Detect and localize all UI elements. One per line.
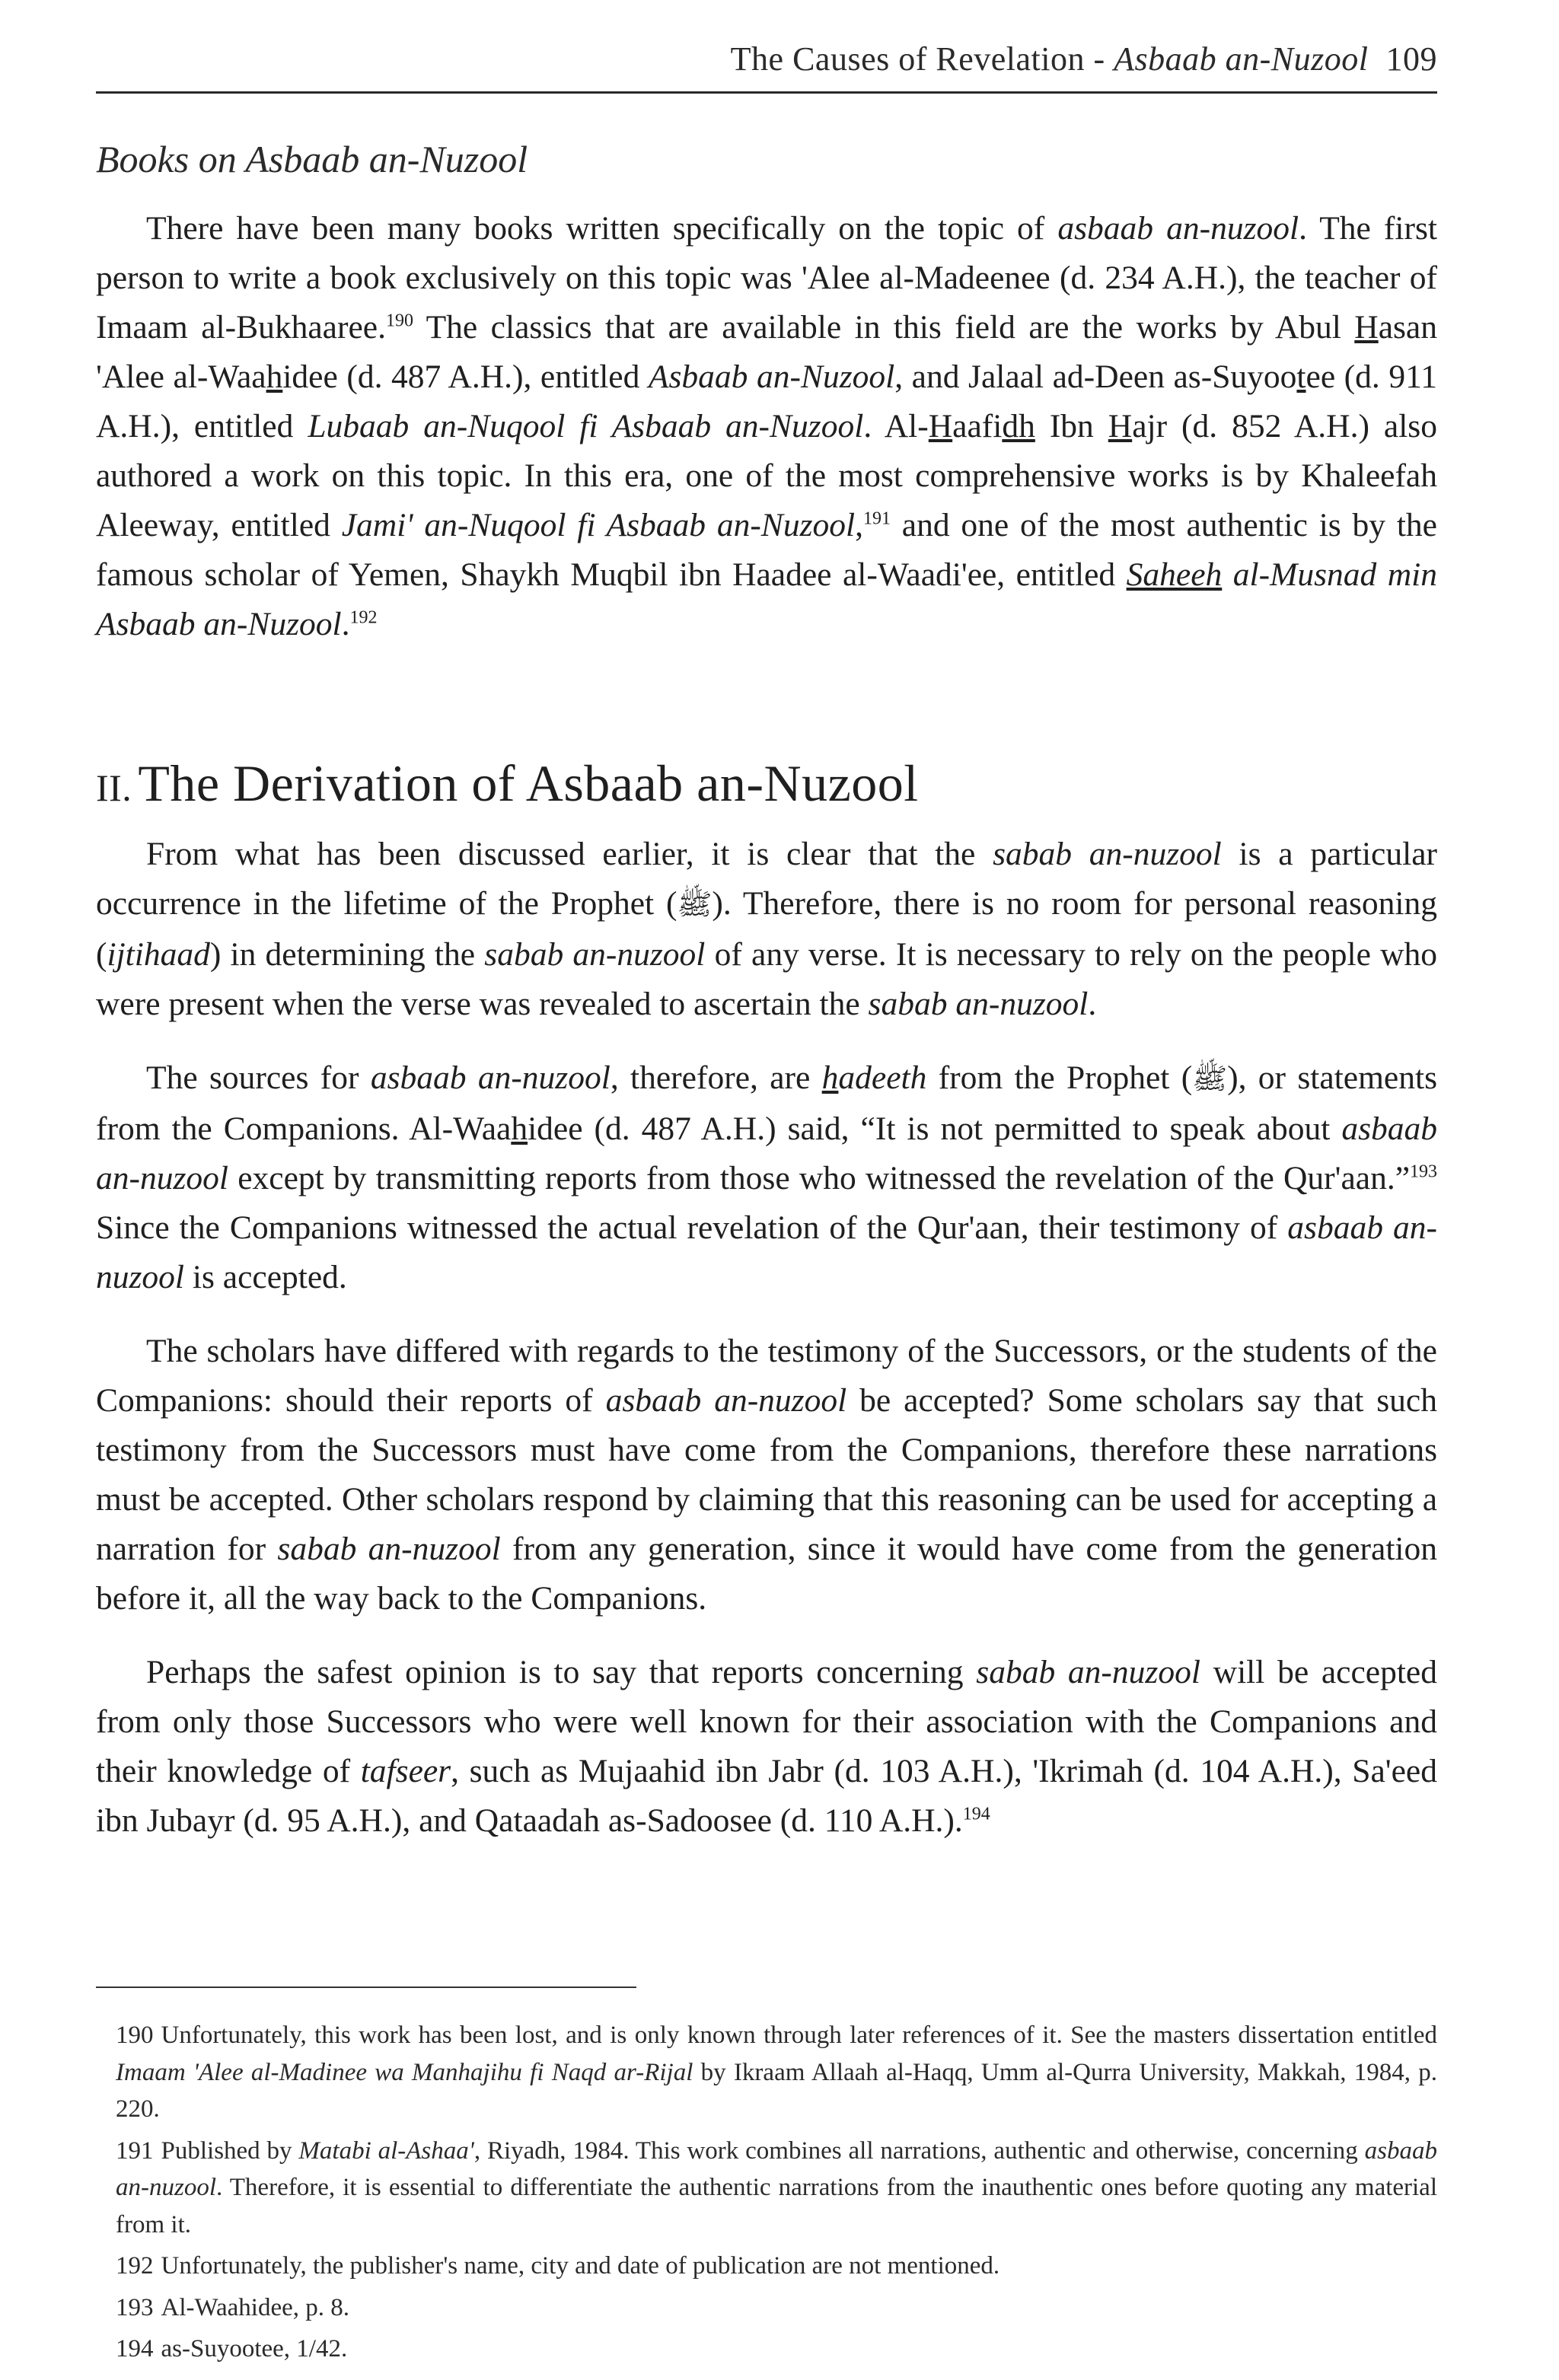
footnotes bbox=[116, 2017, 1437, 2372]
running-head-title-italic: Asbaab an-Nuzool bbox=[1114, 40, 1369, 78]
body-block-1 bbox=[96, 204, 1437, 649]
heading-derivation bbox=[96, 754, 919, 814]
footnote-190: 190 Unfortunately, this work has been lost, and is only known through later references of it. See the masters dissertation entitled Imaam 'Alee al-Madinee wa Manhajihu fi Naqd ar-Rijal by Ikraam Allaah al-Haqq, Umm al-Qurra University, Makkah, 1984, p. 220. bbox=[116, 2022, 1437, 2123]
paragraph-sources: The sources for asbaab an-nuzool, therefore, are hadeeth from the Prophet (ﷺ), or statements from the Companions. Al-Waahidee (d. 487 A.H.) said, “It is not permitted to speak about asbaab an-nuzool except by transmitting reports from those who witnessed the revelation of the Qur'aan.”$^{193}$ Since the Companions witnessed the actual revelation of the Qur'aan, their testimony of asbaab an-nuzool is accepted. bbox=[96, 1059, 1437, 1295]
footnote-192: 192 Unfortunately, the publisher's name, city and date of publication are not mentioned. bbox=[116, 2252, 1000, 2280]
heading-text: The Derivation of Asbaab an-Nuzool bbox=[138, 754, 919, 812]
footnote-rule bbox=[96, 1987, 636, 1988]
page-number: 109 bbox=[1385, 40, 1437, 78]
paragraph-safest-opinion: Perhaps the safest opinion is to say that reports concerning sabab an-nuzool will be accepted from only those Successors who were well known for their association with the Companions and their knowledge of tafseer, such as Mujaahid ibn Jabr (d. 103 A.H.), 'Ikrimah (d. 104 A.H.), Sa'eed ibn Jubayr (d. 95 A.H.), and Qataadah as-Sadoosee (d. 110 A.H.).$^{194}$ bbox=[96, 1654, 1437, 1839]
header-rule bbox=[96, 91, 1437, 94]
paragraph-successors: The scholars have differed with regards to the testimony of the Successors, or the students of the Companions: should their reports of asbaab an-nuzool be accepted? Some scholars say that such testimony from the Successors must have come from the Companions, therefore these narrations must be accepted. Other scholars respond by claiming that this reasoning can be used for accepting a narration for sabab an-nuzool from any generation, since it would have come from the generation before it, all the way back to the Companions. bbox=[96, 1333, 1437, 1617]
paragraph-books: There have been many books written specifically on the topic of asbaab an-nuzool. The first person to write a book exclusively on this topic was 'Alee al-Madeenee (d. 234 A.H.), the teacher of Imaam al-Bukhaaree.$^{190}$ The classics that are available in this field are the works by Abul Hasan 'Alee al-Waahidee (d. 487 A.H.), entitled Asbaab an-Nuzool, and Jalaal ad-Deen as-Suyootee (d. 911 A.H.), entitled Lubaab an-Nuqool fi Asbaab an-Nuzool. Al-Haafidh Ibn Hajr (d. 852 A.H.) also authored a work on this topic. In this era, one of the most comprehensive works is by Khaleefah Aleeway, entitled Jami' an-Nuqool fi Asbaab an-Nuzool,$^{191}$ and one of the most authentic is by the famous scholar of Yemen, Shaykh Muqbil ibn Haadee al-Waadi'ee, entitled Saheeh al-Musnad min Asbaab an-Nuzool.$^{192}$ bbox=[96, 210, 1437, 642]
section-title: Books on Asbaab an-Nuzool bbox=[96, 138, 528, 180]
footnote-193: 193 Al-Waahidee, p. 8. bbox=[116, 2293, 349, 2321]
footnote-191: 191 Published by Matabi al-Ashaa', Riyadh, 1984. This work combines all narrations, authentic and otherwise, concerning asbaab an-nuzool. Therefore, it is essential to differentiate the authentic narrations from the inauthentic ones before quoting any material from it. bbox=[116, 2136, 1437, 2238]
running-head-title: The Causes of Revelation - bbox=[730, 40, 1114, 78]
paragraph-derivation: From what has been discussed earlier, it is clear that the sabab an-nuzool is a particular occurrence in the lifetime of the Prophet (ﷺ). Therefore, there is no room for personal reasoning (ijtihaad) in determining the sabab an-nuzool of any verse. It is necessary to rely on the people who were present when the verse was revealed to ascertain the sabab an-nuzool. bbox=[96, 836, 1438, 1022]
running-head bbox=[96, 40, 1437, 78]
heading-number: II. bbox=[96, 766, 132, 809]
footnote-194: 194 as-Suyootee, 1/42. bbox=[116, 2335, 348, 2362]
body-block-2 bbox=[96, 830, 1437, 1846]
